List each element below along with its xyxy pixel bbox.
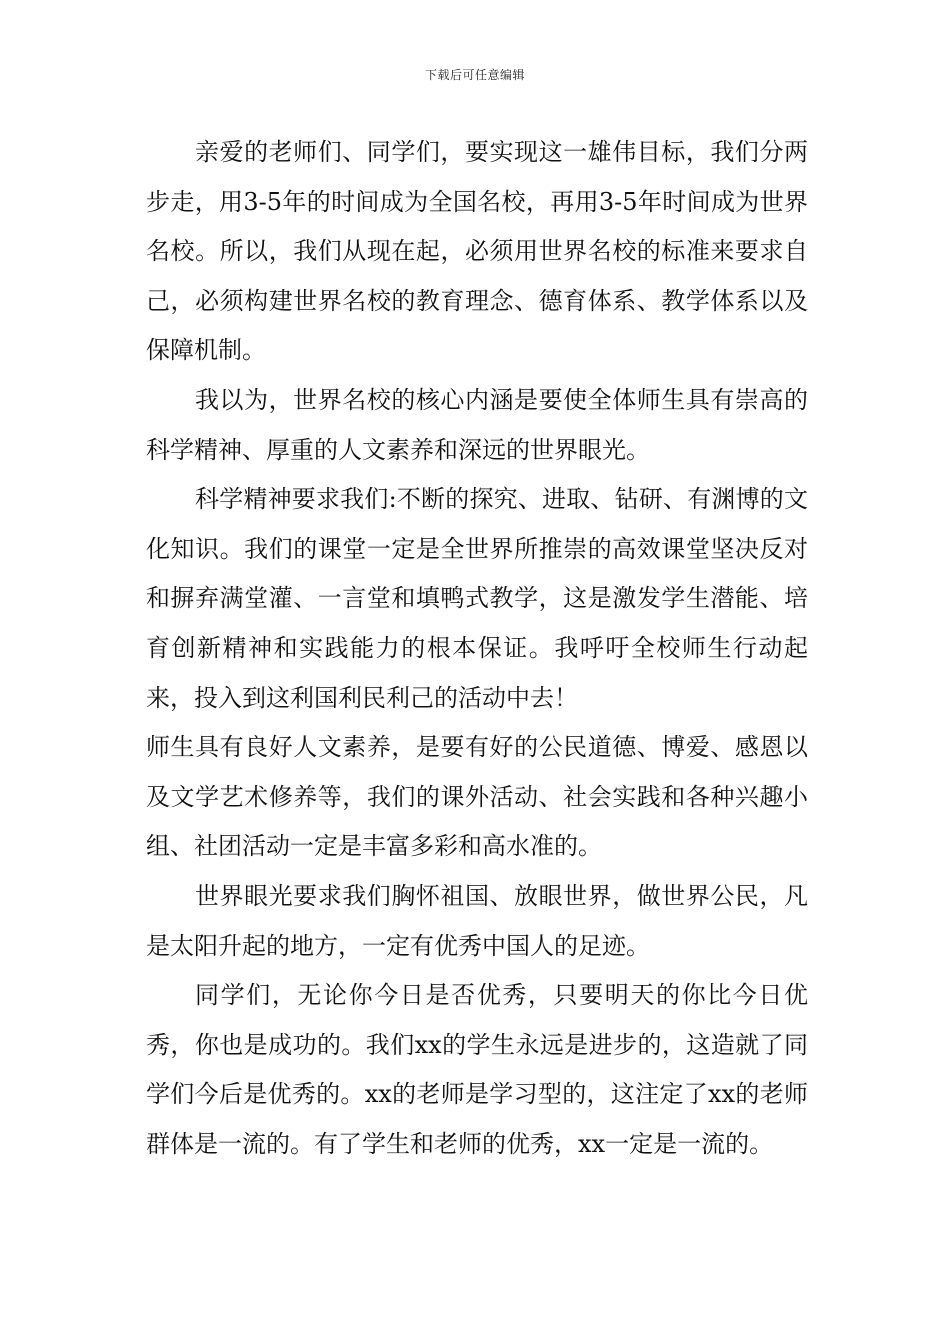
paragraph-core-connotation: 我以为，世界名校的核心内涵是要使全体师生具有崇高的科学精神、厚重的人文素养和深远的世界眼光。 — [146, 385, 808, 464]
page-header: 下载后可任意编辑 — [424, 68, 525, 82]
paragraph-goal: 亲爱的老师们、同学们，要实现这一雄伟目标，我们分两步走，用3-5年的时间成为全国名校，再用3-5年时间成为世界名校。所以，我们从现在起，必须用世界名校的标准来要求自己，必须构建世界名校的教育理念、德育体系、教学体系以及保障机制。 — [146, 138, 808, 365]
paragraph-world-vision: 世界眼光要求我们胸怀祖国、放眼世界，做世界公民，凡是太阳升起的地方，一定有优秀中国人的足迹。 — [146, 881, 808, 960]
paragraph-closing: 同学们，无论你今日是否优秀，只要明天的你比今日优秀，你也是成功的。我们xx的学生永远是进步的，这造就了同学们今后是优秀的。xx的老师是学习型的，这注定了xx的老师群体是一流的。有了学生和老师的优秀，xx一定是一流的。 — [146, 981, 808, 1158]
document-body — [146, 128, 808, 1169]
paragraph-humanistic-literacy: 师生具有良好人文素养，是要有好的公民道德、博爱、感恩以及文学艺术修养等，我们的课外活动、社会实践和各种兴趣小组、社团活动一定是丰富多彩和高水准的。 — [146, 733, 808, 861]
paragraph-scientific-spirit: 科学精神要求我们:不断的探究、进取、钻研、有渊博的文化知识。我们的课堂一定是全世界所推崇的高效课堂坚决反对和摒弃满堂灌、一言堂和填鸭式教学，这是激发学生潜能、培育创新精神和实践能力的根本保证。我呼吁全校师生行动起来，投入到这利国利民利己的活动中去！ — [146, 485, 808, 712]
